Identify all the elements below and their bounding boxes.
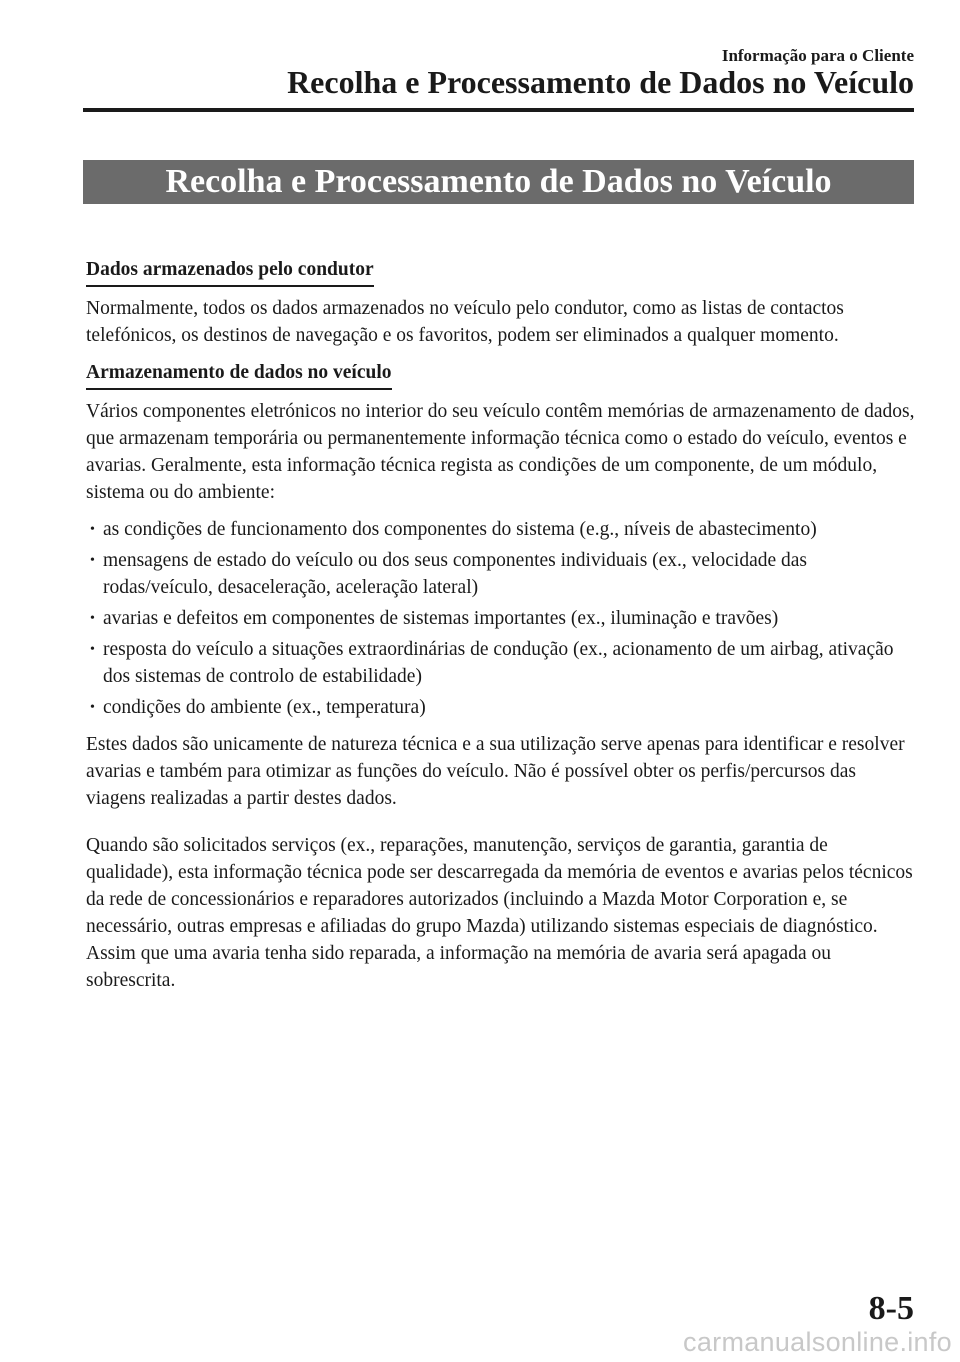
bullet-icon: • [90, 700, 95, 715]
chapter-subtitle: Informação para o Cliente [721, 46, 914, 65]
list-item [86, 547, 916, 601]
paragraph-technical-nature: Estes dados são unicamente de natureza técnica e a sua utilização serve apenas para identificar e resolver avarias e também para otimizar as funções do veículo. Não é possível obter os perfis/percursos das viagens realizadas a partir destes dados. [86, 734, 905, 809]
bullet-list [86, 516, 916, 721]
page-number: 8-5 [868, 1290, 914, 1327]
bullet-icon: • [90, 611, 95, 626]
list-item [86, 605, 916, 632]
list-item [86, 516, 916, 543]
list-item [86, 694, 916, 721]
section-banner-title: Recolha e Processamento de Dados no Veículo [165, 163, 832, 200]
list-item [86, 636, 916, 690]
watermark-text: carmanualsonline.info [683, 1327, 952, 1357]
bullet-icon: • [90, 522, 95, 537]
header-divider [83, 108, 914, 112]
bullet-icon: • [90, 553, 95, 568]
list-item-text: avarias e defeitos em componentes de sistemas importantes (ex., iluminação e travões) [103, 608, 779, 629]
list-item-text: resposta do veículo a situações extraordinárias de condução (ex., acionamento de um airbag, ativação dos sistemas de controlo de estabilidade) [103, 639, 894, 687]
bullet-icon: • [90, 642, 95, 657]
list-item-text: mensagens de estado do veículo ou dos seus componentes individuais (ex., velocidade das rodas/veículo, desaceleração, aceleração lateral) [103, 550, 807, 598]
subheading-vehicle-storage: Armazenamento de dados no veículo [86, 359, 392, 390]
paragraph-driver-data: Normalmente, todos os dados armazenados no veículo pelo condutor, como as listas de contactos telefónicos, os destinos de navegação e os favoritos, podem ser eliminados a qualquer momento. [86, 298, 844, 346]
page-content [86, 256, 916, 1004]
list-item-text: as condições de funcionamento dos componentes do sistema (e.g., níveis de abastecimento) [103, 519, 817, 540]
subheading-driver-data: Dados armazenados pelo condutor [86, 256, 374, 287]
list-item-text: condições do ambiente (ex., temperatura) [103, 697, 426, 718]
paragraph-service-download: Quando são solicitados serviços (ex., reparações, manutenção, serviços de garantia, garantia de qualidade), esta informação técnica pode ser descarregada da memória de eventos e avarias pelos técnicos da rede de concessionários e reparadores autorizados (incluindo a Mazda Motor Corporation e, se necessário, outras empresas e afiliadas do grupo Mazda) utilizando sistemas especiais de diagnóstico. Assim que uma avaria tenha sido reparada, a informação na memória de avaria será apagada ou sobrescrita. [86, 835, 913, 991]
section-banner [83, 160, 914, 204]
chapter-title: Recolha e Processamento de Dados no Veículo [287, 64, 914, 100]
paragraph-vehicle-storage: Vários componentes eletrónicos no interior do seu veículo contêm memórias de armazenamento de dados, que armazenam temporária ou permanentemente informação técnica como o estado do veículo, eventos e avarias. Geralmente, esta informação técnica regista as condições de um componente, de um módulo, sistema ou do ambiente: [86, 401, 915, 503]
